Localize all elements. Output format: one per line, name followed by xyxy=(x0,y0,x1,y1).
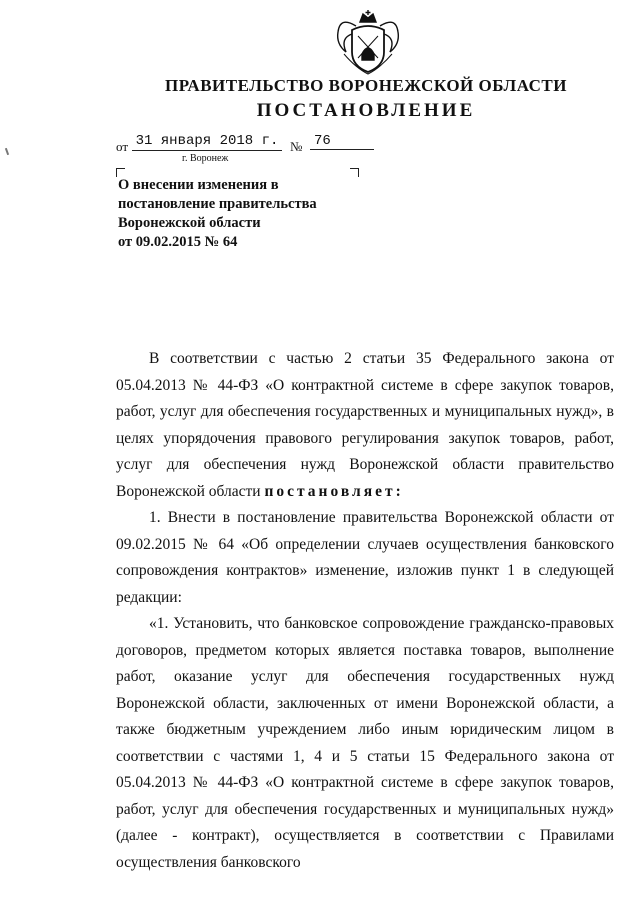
decree-keyword: постановляет: xyxy=(264,482,404,500)
number-label: № xyxy=(290,139,303,154)
date-from-label: от xyxy=(116,139,129,154)
document-date: 31 января 2018 г. xyxy=(132,133,282,151)
document-subject xyxy=(118,176,358,252)
document-number: 76 xyxy=(310,133,374,150)
subject-line: Воронежской области xyxy=(118,215,261,231)
subject-line: постановление правительства xyxy=(118,196,317,212)
body-paragraph-1: 1. Внести в постановление правительства Воронежской области от 09.02.2015 № 64 «Об определении случаев осуществления банковского сопровождения контрактов» изменение, изложив пункт 1 в следующей редакции: xyxy=(116,509,614,606)
document-meta xyxy=(116,133,376,163)
body-paragraph-2: «1. Установить, что банковское сопровождение гражданско-правовых договоров, предметом которых является поставка товаров, выполнение работ, оказание услуг для обеспечения государственных нужд Воронежской области, заключенных от имени Воронежской области, а также бюджетным учреждением либо иным юридическим лицом в соответствии с частями 1, 4 и 5 статьи 15 Федерального закона от 05.04.2013 № 44-ФЗ «О контрактной системе в сфере закупок товаров, работ, услуг для обеспечения государственных и муниципальных нужд» (далее - контракт), осуществляется в соответствии с Правилами осуществления банковского xyxy=(116,615,614,871)
subject-line: О внесении изменения в xyxy=(118,177,279,193)
body-paragraph-preamble xyxy=(116,346,614,505)
document-type: ПОСТАНОВЛЕНИЕ xyxy=(256,100,476,121)
document-body xyxy=(116,346,614,876)
coat-of-arms-icon xyxy=(330,8,406,78)
document-city: г. Воронеж xyxy=(182,153,229,164)
subject-line: от 09.02.2015 № 64 xyxy=(118,234,238,250)
preamble-text: В соответствии с частью 2 статьи 35 Федерального закона от 05.04.2013 № 44-ФЗ «О контрактной системе в сфере закупок товаров, работ, услуг для обеспечения государственных и муниципальных нужд», в целях упорядочения правового регулирования закупок товаров, работ, услуг для обеспечения нужд Воронежской области правительство Воронежской области xyxy=(116,350,614,500)
scan-speck xyxy=(5,148,9,155)
government-title: ПРАВИТЕЛЬСТВО ВОРОНЕЖСКОЙ ОБЛАСТИ xyxy=(164,76,567,95)
